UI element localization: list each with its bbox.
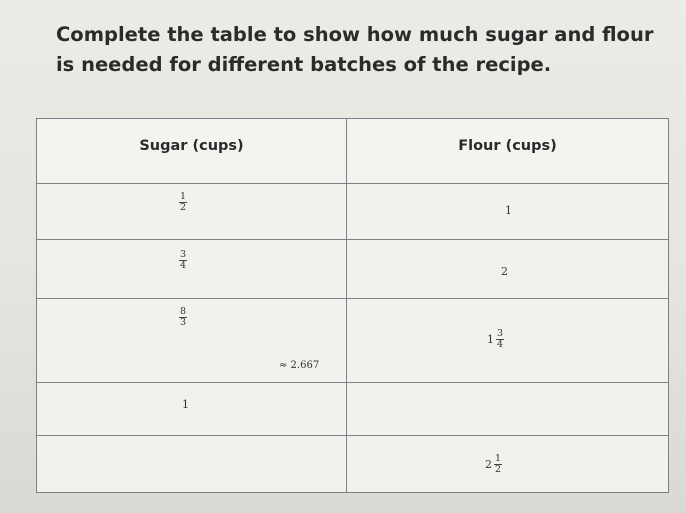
flour-cell-row-1[interactable] — [347, 184, 669, 240]
fraction-denominator: 4 — [180, 260, 187, 271]
fraction-numerator: 1 — [495, 453, 502, 464]
fraction-denominator: 3 — [180, 317, 187, 328]
sugar-cell-row-2[interactable] — [37, 240, 347, 299]
fraction-denominator: 4 — [497, 339, 504, 350]
fraction-numerator: 1 — [180, 191, 187, 202]
table-row — [37, 436, 669, 493]
sugar-cell-row-3[interactable] — [37, 299, 347, 383]
table-header-row — [37, 119, 669, 184]
table-row — [37, 240, 669, 299]
sugar-fraction — [179, 250, 187, 271]
sugar-column-header — [37, 119, 347, 184]
mixed-number-whole: 2 — [485, 458, 492, 471]
fraction-numerator: 3 — [180, 249, 187, 260]
sugar-fraction — [179, 192, 187, 213]
flour-value: 2 — [501, 265, 508, 278]
flour-column-header — [347, 119, 669, 184]
question-prompt: Complete the table to show how much sugar and flour is needed for different batches of the recipe. — [56, 23, 654, 76]
flour-cell-row-5[interactable] — [347, 436, 669, 493]
flour-cell-row-3[interactable] — [347, 299, 669, 383]
sugar-approx-value: ≈ 2.667 — [279, 360, 320, 371]
recipe-table — [36, 118, 669, 493]
flour-cell-row-4[interactable] — [347, 383, 669, 436]
flour-value: 1 — [505, 204, 512, 217]
mixed-number-whole: 1 — [487, 333, 494, 346]
recipe-table-container — [36, 118, 668, 490]
table-row — [37, 299, 669, 383]
fraction-numerator: 8 — [180, 306, 187, 317]
sugar-cell-row-5[interactable] — [37, 436, 347, 493]
fraction-denominator: 2 — [180, 202, 187, 213]
sugar-cell-row-4[interactable] — [37, 383, 347, 436]
sugar-fraction — [179, 307, 187, 328]
table-row — [37, 184, 669, 240]
sugar-value: 1 — [182, 398, 189, 411]
flour-header-label: Flour (cups) — [458, 138, 557, 154]
sugar-cell-row-1[interactable] — [37, 184, 347, 240]
sugar-header-label: Sugar (cups) — [139, 138, 244, 154]
fraction-numerator: 3 — [497, 328, 504, 339]
flour-cell-row-2[interactable] — [347, 240, 669, 299]
flour-fraction — [496, 329, 504, 350]
fraction-denominator: 2 — [495, 464, 502, 475]
table-row — [37, 383, 669, 436]
flour-fraction — [494, 454, 502, 475]
